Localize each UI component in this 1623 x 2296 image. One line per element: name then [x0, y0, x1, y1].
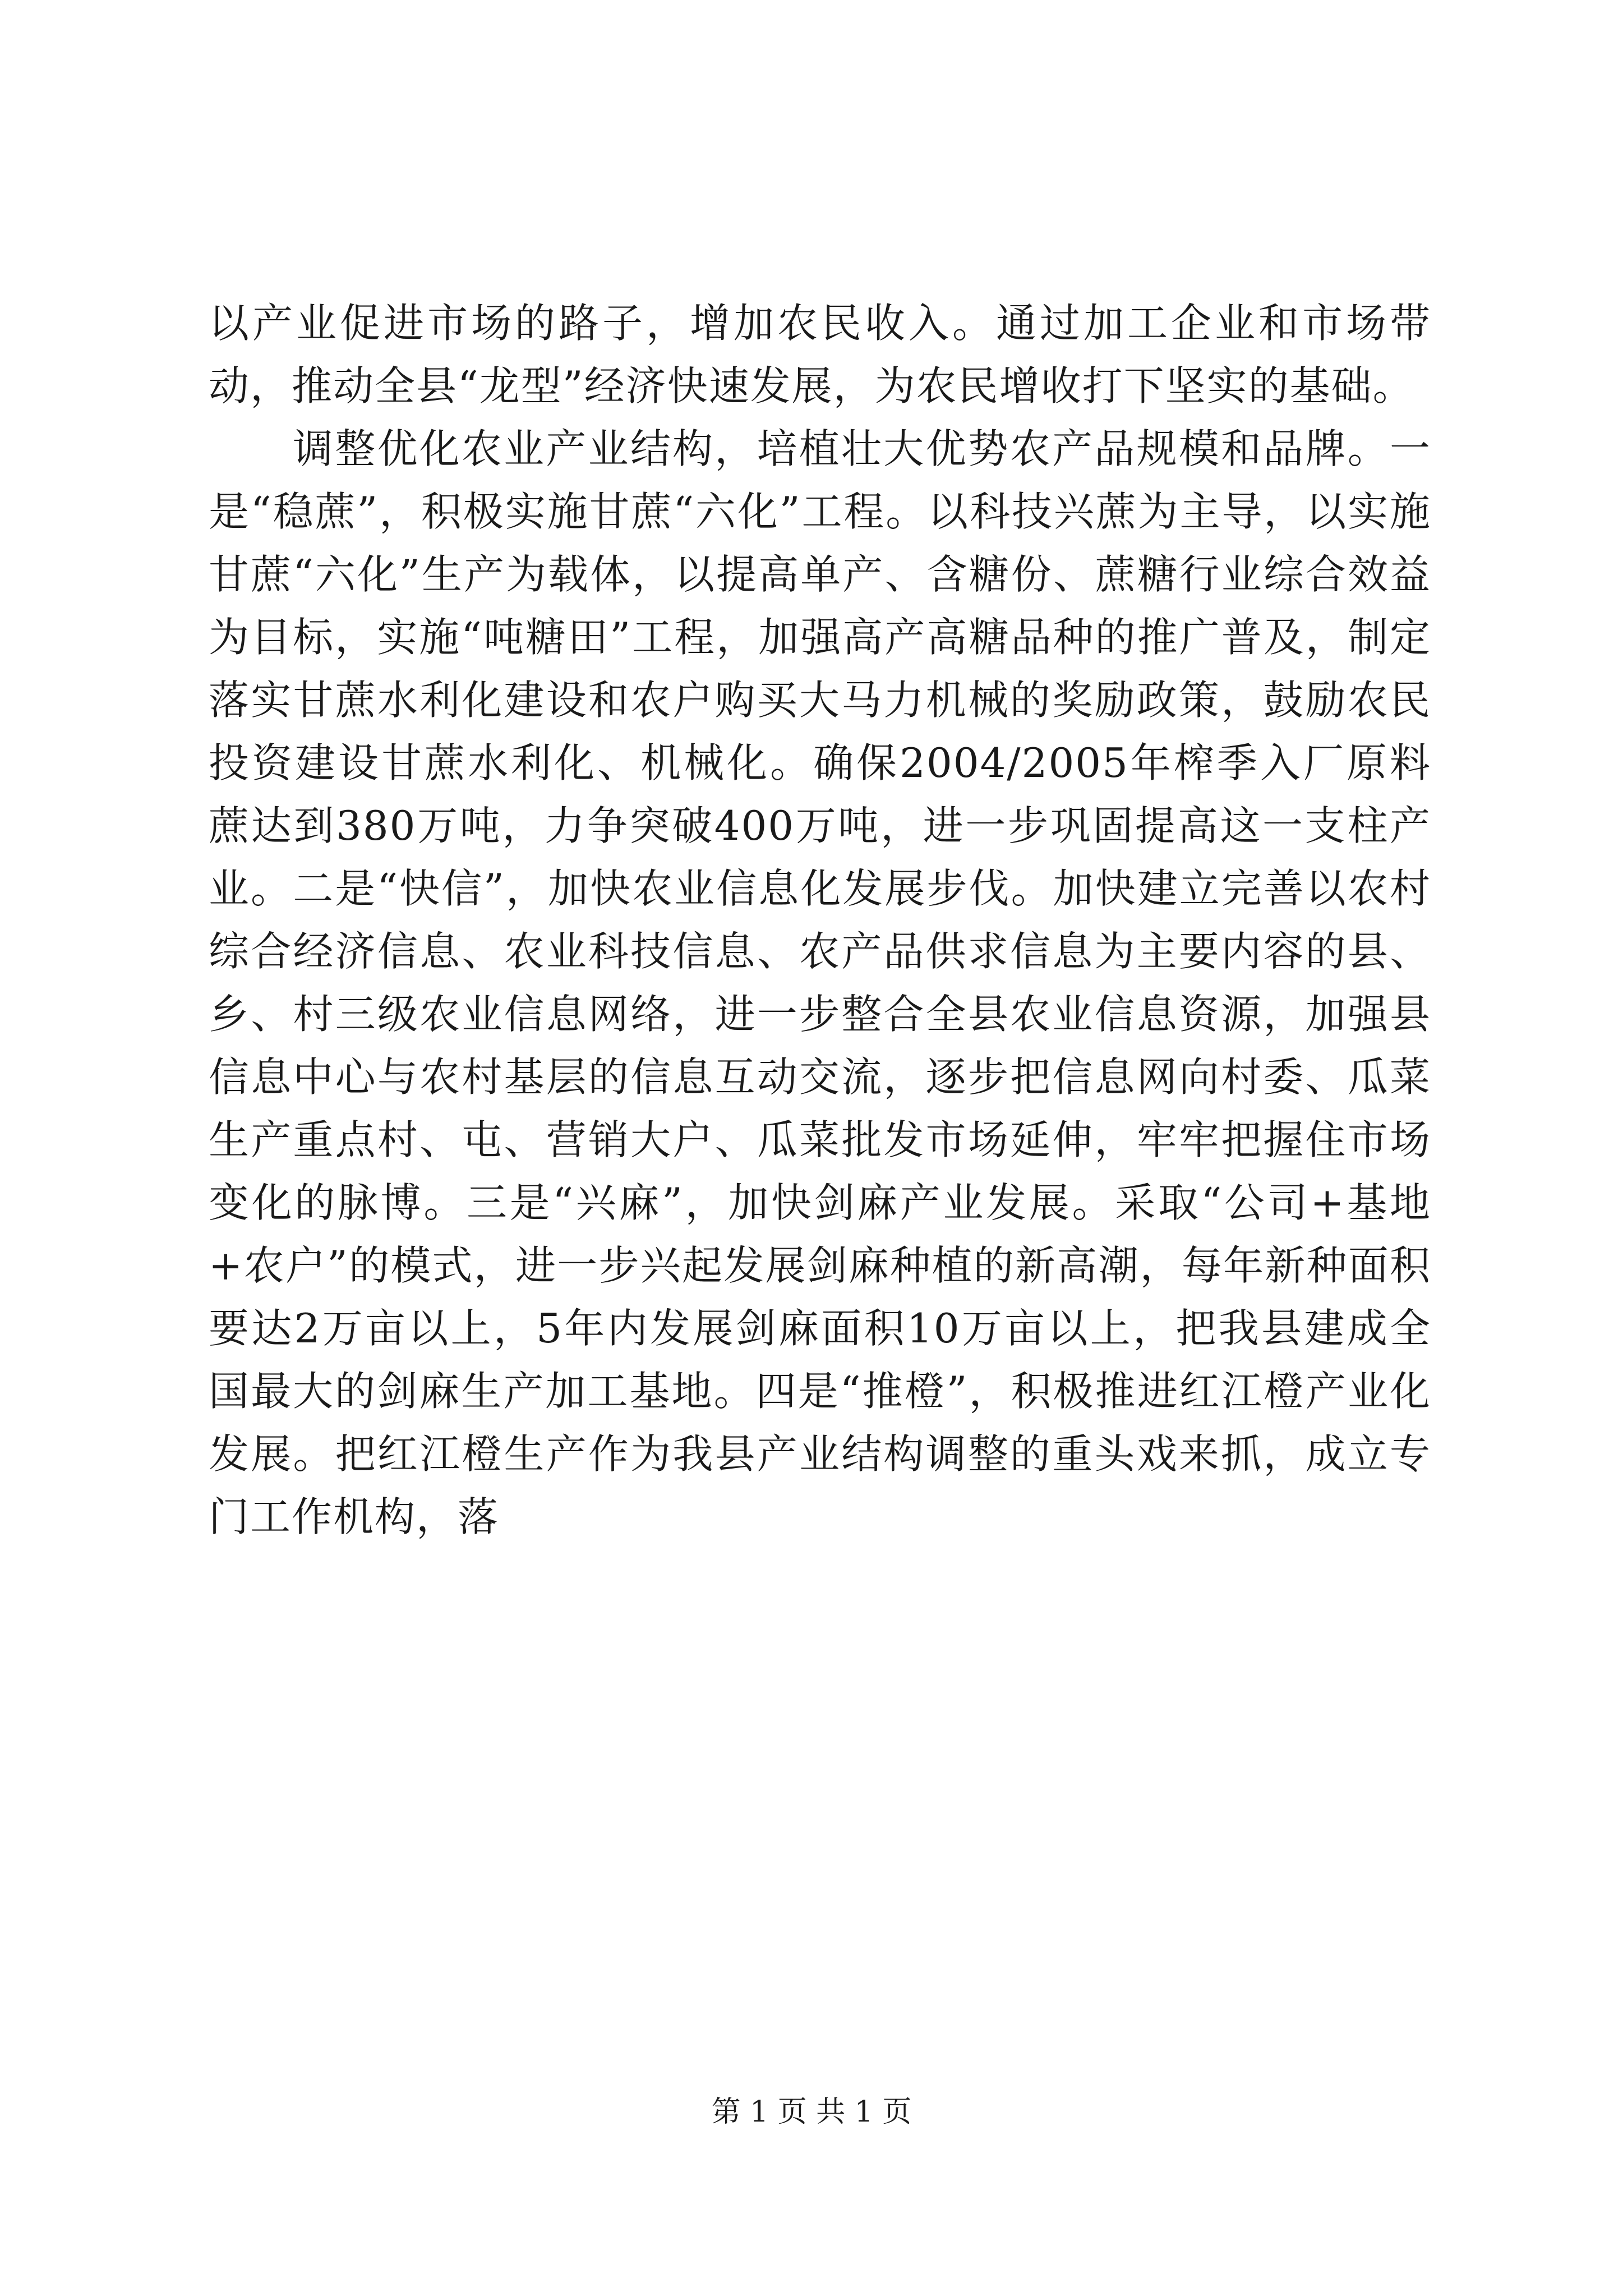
paragraph-1: 以产业促进市场的路子，增加农民收入。通过加工企业和市场带动，推动全县“龙型”经济快速发展，为农民增收打下坚实的基础。 [209, 300, 1431, 409]
body-text [209, 292, 1431, 1548]
page-footer: 第 1 页 共 1 页 [711, 2095, 912, 2129]
paragraph-2: 调整优化农业产业结构，培植壮大优势农产品规模和品牌。一是“稳蔗”，积极实施甘蔗“六化”工程。以科技兴蔗为主导，以实施甘蔗“六化”生产为载体，以提高单产、含糖份、蔗糖行业综合效益为目标，实施“吨糖田”工程，加强高产高糖品种的推广普及，制定落实甘蔗水利化建设和农户购买大马力机械的奖励政策，鼓励农民投资建设甘蔗水利化、机械化。确保2004/2005年榨季入厂原料蔗达到380万吨，力争突破400万吨，进一步巩固提高这一支柱产业。二是“快信”，加快农业信息化发展步伐。加快建立完善以农村综合经济信息、农业科技信息、农产品供求信息为主要内容的县、乡、村三级农业信息网络，进一步整合全县农业信息资源，加强县信息中心与农村基层的信息互动交流，逐步把信息网向村委、瓜菜生产重点村、屯、营销大户、瓜菜批发市场延伸，牢牢把握住市场变化的脉博。三是“兴麻”，加快剑麻产业发展。采取“公司+基地+农户”的模式，进一步兴起发展剑麻种植的新高潮，每年新种面积要达2万亩以上，5年内发展剑麻面积10万亩以上，把我县建成全国最大的剑麻生产加工基地。四是“推橙”，积极推进红江橙产业化发展。把红江橙生产作为我县产业结构调整的重头戏来抓，成立专门工作机构，落 [209, 425, 1431, 1540]
